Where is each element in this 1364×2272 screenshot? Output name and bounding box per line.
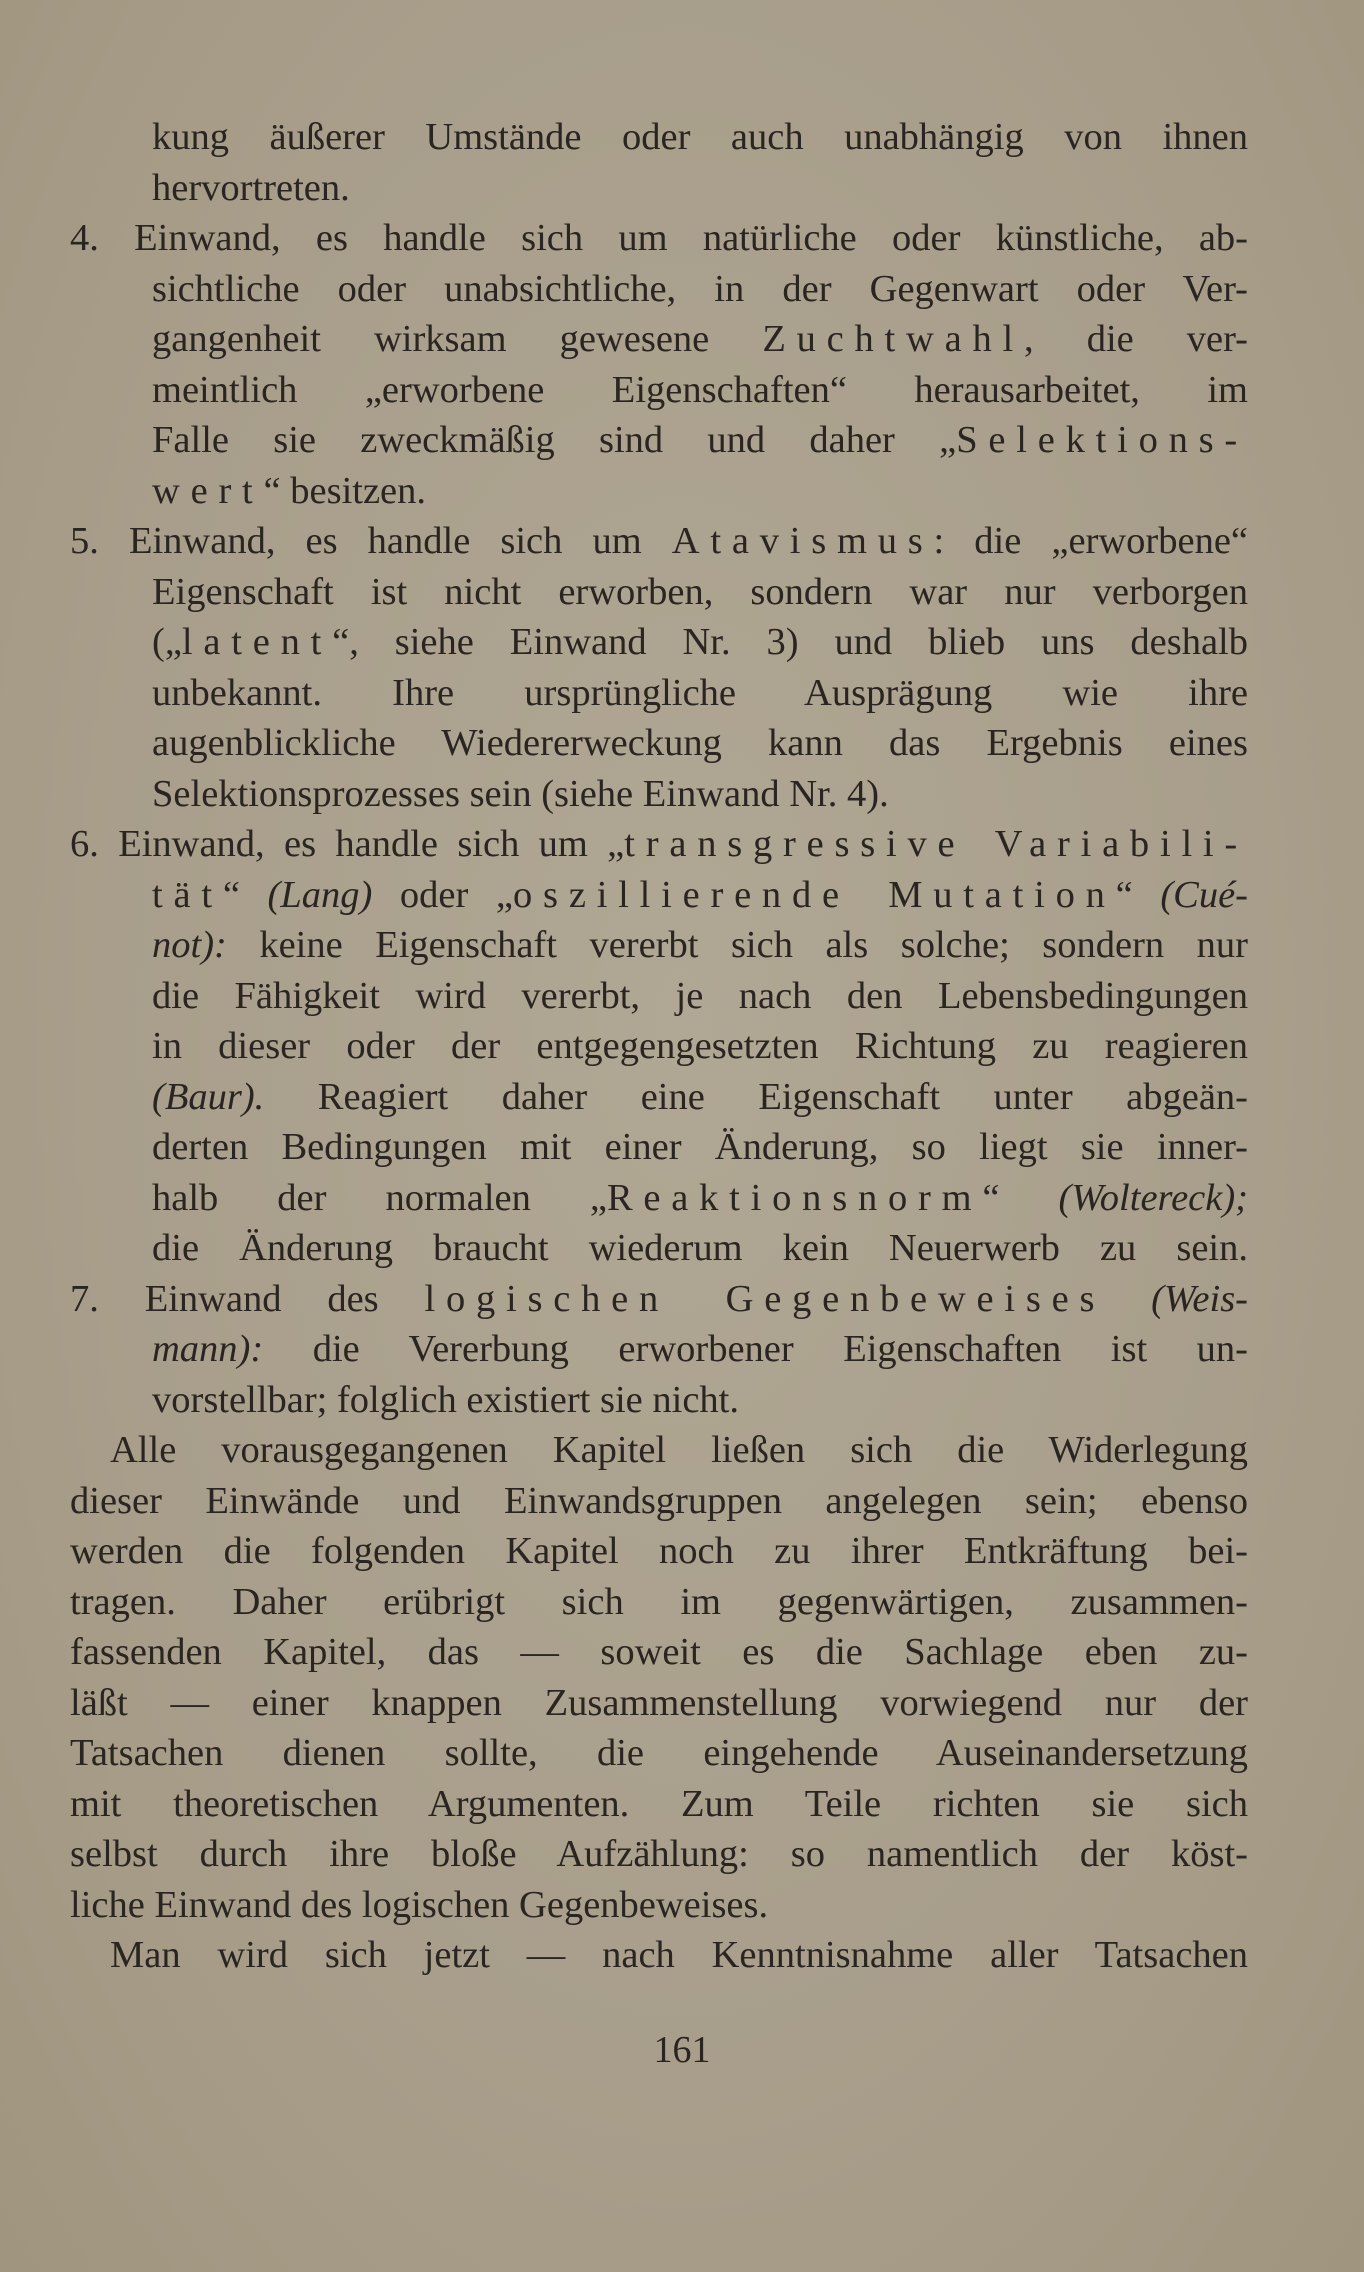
text-line: fassenden Kapitel, das — soweit es die Sachlage eben zu-: [70, 1631, 1248, 1673]
text-line: unbekannt. Ihre ursprüngliche Ausprägung wie ihre: [152, 671, 1248, 714]
text-line: [70, 1324, 1248, 1375]
spaced-term: wert: [152, 469, 264, 512]
text-run: “: [1115, 873, 1161, 916]
spaced-term: tät: [152, 873, 223, 916]
text-run: Einwand, es handle sich um: [128, 520, 672, 562]
spaced-term: latent: [181, 621, 333, 663]
text-run: („: [152, 621, 182, 663]
list-item-4: 4. Einwand, es handle sich um natürliche oder künstliche, ab-: [70, 217, 1248, 259]
spaced-term: Zuchtwahl: [762, 318, 1024, 360]
text-run: , die ver-: [1024, 318, 1248, 360]
list-number: 7.: [70, 1277, 99, 1320]
page-number: 161: [653, 2029, 711, 2071]
text-line: selbst durch ihre bloße Aufzählung: so namentlich der köst-: [70, 1833, 1248, 1875]
text-line: hervortreten.: [152, 166, 350, 209]
author-name: (Baur).: [152, 1075, 265, 1118]
author-name: (Cué-: [1160, 873, 1248, 916]
author-name: (Weis-: [1151, 1277, 1249, 1320]
text-line: [70, 920, 1248, 971]
text-run: “ besitzen.: [263, 469, 427, 512]
text-line: in dieser oder der entgegengesetzten Richtung zu reagieren: [152, 1025, 1248, 1067]
text-run: Reagiert daher eine Eigenschaft unter abgeän-: [264, 1075, 1248, 1118]
text-line: Selektionsprozesses sein (siehe Einwand Nr. 4).: [152, 772, 889, 815]
spaced-term: oszillierende Mutation: [513, 873, 1116, 916]
text-run: keine Eigenschaft vererbt sich als solche; sondern nur: [226, 924, 1248, 966]
paragraph-start: Man wird sich jetzt — nach Kenntnisnahme aller Tatsachen: [110, 1934, 1248, 1976]
text-run: “: [222, 873, 268, 916]
text-line: [70, 314, 1248, 365]
spaced-term: Atavismus: [671, 520, 934, 562]
list-item-6: [70, 819, 1248, 870]
text-run: halb der normalen „: [152, 1176, 607, 1219]
text-line: [70, 617, 1248, 668]
text-run: gangenheit wirksam gewesene: [152, 318, 763, 360]
text-line: die Änderung braucht wiederum kein Neuerwerb zu sein.: [152, 1227, 1248, 1269]
text-line: [70, 870, 1248, 921]
text-run: oder „: [372, 873, 514, 916]
text-run: “: [982, 1176, 1059, 1219]
text-line: [70, 415, 1248, 466]
text-run: Einwand des: [144, 1277, 425, 1320]
list-item-5: [70, 516, 1248, 567]
text-run: [1105, 1278, 1151, 1320]
text-line: dieser Einwände und Einwandsgruppen angelegen sein; ebenso: [70, 1479, 1248, 1522]
text-line: vorstellbar; folglich existiert sie nicht.: [152, 1378, 739, 1421]
text-line: derten Bedingungen mit einer Änderung, so liegt sie inner-: [152, 1126, 1248, 1168]
text-line: augenblickliche Wiedererweckung kann das Ergebnis eines: [152, 722, 1248, 764]
list-number: 6.: [70, 823, 99, 865]
text-run: die Vererbung erworbener Eigenschaften ist un-: [263, 1328, 1248, 1370]
list-number: 5.: [70, 520, 99, 562]
author-name: mann):: [152, 1328, 264, 1370]
text-line: meintlich „erworbene Eigenschaften“ herausarbeitet, im: [152, 368, 1248, 411]
list-item-7: [70, 1274, 1248, 1325]
text-line: [70, 466, 1248, 517]
text-line: [70, 1072, 1248, 1123]
author-name: not):: [152, 924, 227, 966]
text-line: [70, 1173, 1248, 1224]
spaced-term: transgressive Variabili-: [624, 823, 1248, 865]
text-line: Tatsachen dienen sollte, die eingehende Auseinandersetzung: [70, 1732, 1248, 1774]
paragraph-start: Alle vorausgegangenen Kapitel ließen sich die Widerlegung: [110, 1429, 1248, 1471]
text-line: sichtliche oder unabsichtliche, in der Gegenwart oder Ver-: [152, 267, 1248, 310]
text-line: werden die folgenden Kapitel noch zu ihrer Entkräftung bei-: [70, 1530, 1248, 1572]
text-run: : die „erworbene“: [933, 520, 1249, 562]
text-line: kung äußerer Umstände oder auch unabhängig von ihnen: [152, 116, 1248, 158]
text-line: läßt — einer knappen Zusammenstellung vorwiegend nur der: [70, 1681, 1248, 1724]
author-name: (Lang): [267, 873, 373, 916]
spaced-term: logischen Gegenbeweises: [424, 1277, 1106, 1320]
text-run: Falle sie zweckmäßig sind und daher „: [152, 419, 957, 461]
text-line: mit theoretischen Argumenten. Zum Teile richten sie sich: [70, 1782, 1248, 1825]
text-line: liche Einwand des logischen Gegenbeweises.: [70, 1883, 769, 1926]
text-line: tragen. Daher erübrigt sich im gegenwärtigen, zusammen-: [70, 1580, 1248, 1623]
text-run: Einwand, es handle sich um „: [118, 823, 625, 865]
author-name: (Woltereck);: [1058, 1176, 1249, 1219]
spaced-term: Selektions-: [956, 419, 1248, 461]
text-line: Eigenschaft ist nicht erworben, sondern war nur verborgen: [152, 570, 1248, 613]
spaced-term: Reaktionsnorm: [606, 1176, 983, 1219]
text-run: “, siehe Einwand Nr. 3) und blieb uns deshalb: [332, 621, 1248, 663]
body-text: [70, 112, 1248, 1981]
text-line: die Fähigkeit wird vererbt, je nach den Lebensbedingungen: [152, 974, 1248, 1017]
